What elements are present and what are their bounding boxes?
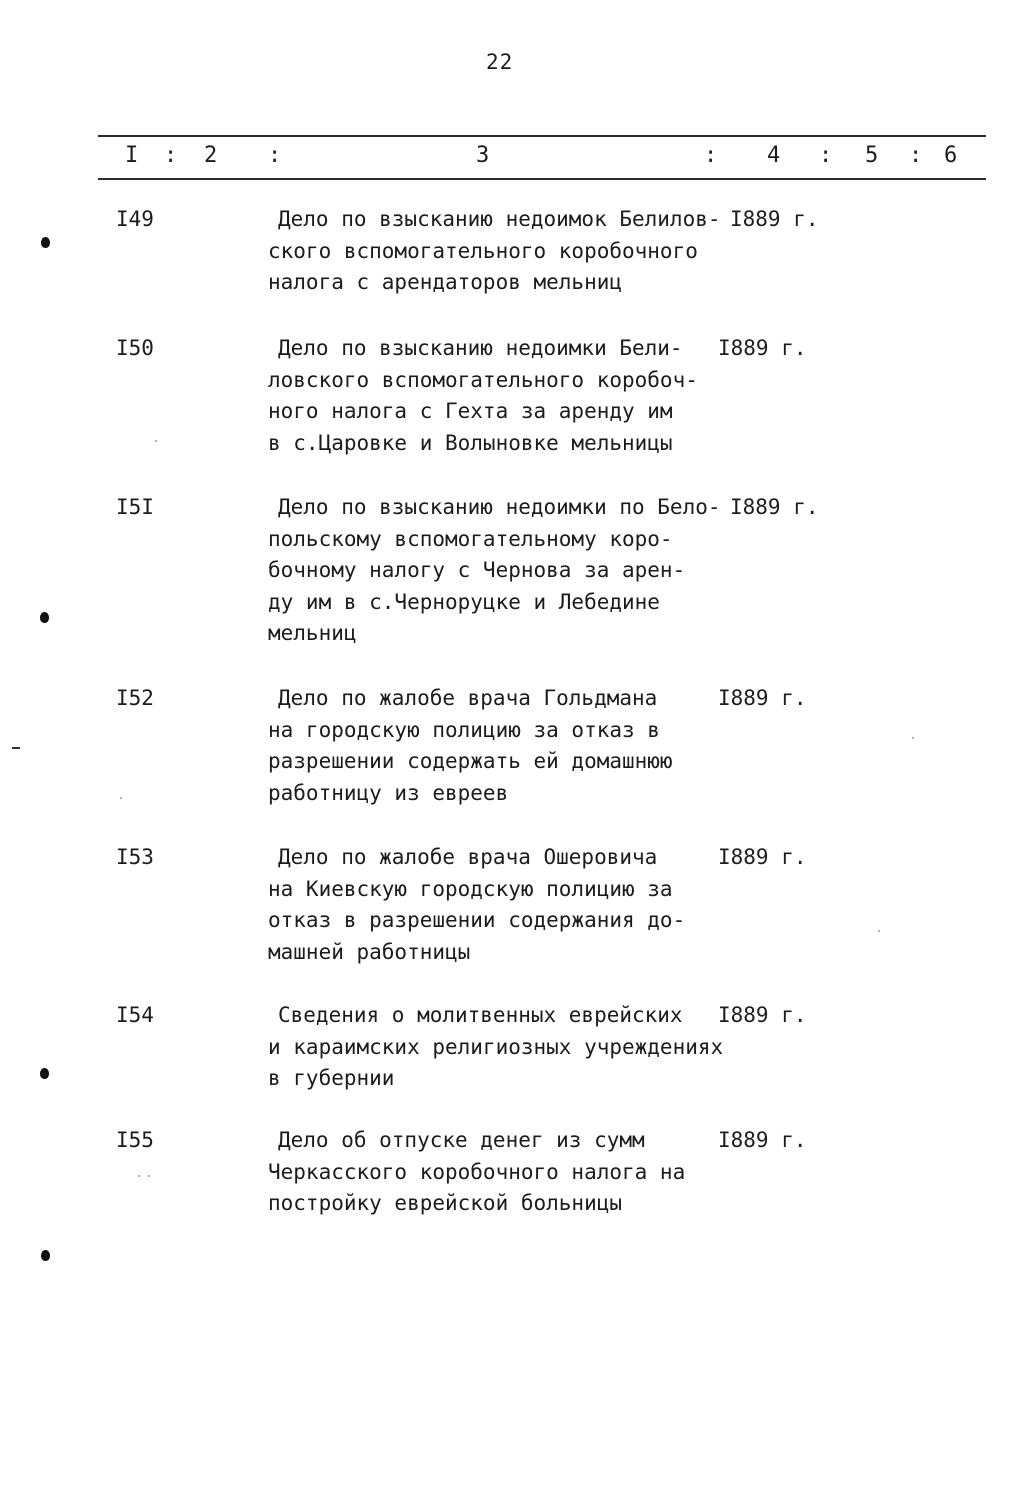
scan-speck bbox=[878, 930, 880, 932]
record-title-line: и караимских религиозных учреждениях bbox=[268, 1034, 724, 1059]
column-separator: : bbox=[909, 143, 923, 168]
record-title-line: разрешении содержать ей домашнюю bbox=[268, 749, 673, 773]
record-title-line: налога с арендаторов мельниц bbox=[268, 270, 623, 294]
record-date: I889 г. bbox=[718, 336, 807, 360]
record-title-line: в с.Царовке и Волыновке мельницы bbox=[268, 430, 673, 455]
record-title-line: Дело по жалобе врача Гольдмана bbox=[278, 686, 658, 710]
record-title-line: ского вспомогательного коробочного bbox=[268, 238, 698, 263]
column-header-2: 2 bbox=[204, 143, 218, 168]
record-title-line: Дело по взысканию недоимки Бели- bbox=[278, 336, 683, 360]
header-top-rule bbox=[98, 135, 986, 137]
record-date: I889 г. bbox=[718, 1128, 807, 1152]
record-title-line: польскому вспомогательному коро- bbox=[268, 526, 673, 551]
record-title-line: Дело по взысканию недоимки по Бело- bbox=[278, 495, 721, 519]
scan-speck bbox=[138, 1175, 140, 1177]
record-number: I49 bbox=[116, 207, 154, 231]
column-separator: : bbox=[164, 143, 178, 168]
scan-speck bbox=[148, 1175, 150, 1177]
record-title-line: Сведения о молитвенных еврейских bbox=[278, 1003, 683, 1027]
record-title bbox=[268, 333, 738, 459]
record-title bbox=[268, 492, 738, 650]
record-title-line: постройку еврейской больницы bbox=[268, 1191, 623, 1215]
column-header-6: 6 bbox=[944, 143, 958, 168]
record-title-line: ду им в с.Черноруцке и Лебедине bbox=[268, 589, 660, 614]
record-date: I889 г. bbox=[730, 207, 819, 231]
column-header-5: 5 bbox=[865, 143, 879, 168]
column-header-1: I bbox=[125, 143, 139, 168]
page-number: 22 bbox=[486, 50, 514, 74]
record-title-line: Дело по жалобе врача Ошеровича bbox=[278, 845, 658, 869]
record-title bbox=[268, 1000, 738, 1095]
record-number: I50 bbox=[116, 336, 154, 360]
record-title-line: ного налога с Гехта за аренду им bbox=[268, 399, 673, 423]
record-number: I53 bbox=[116, 845, 154, 869]
record-title-line: на городскую полицию за отказ в bbox=[268, 717, 660, 742]
scan-speck bbox=[155, 440, 157, 442]
record-number: I5I bbox=[116, 495, 154, 519]
scan-speck bbox=[912, 737, 914, 739]
binding-hole-mark bbox=[41, 1250, 50, 1261]
column-separator: : bbox=[819, 143, 833, 168]
column-separator: : bbox=[268, 143, 282, 168]
binding-hole-mark bbox=[40, 1068, 49, 1079]
record-number: I55 bbox=[116, 1128, 154, 1152]
record-title-line: Дело об отпуске денег из сумм bbox=[278, 1128, 645, 1152]
record-title-line: мельниц bbox=[268, 621, 357, 645]
binding-hole-mark bbox=[41, 237, 50, 248]
record-title-line: Дело по взысканию недоимок Белилов- bbox=[278, 207, 721, 231]
record-title bbox=[268, 1125, 738, 1220]
record-date: I889 г. bbox=[718, 845, 807, 869]
record-date: I889 г. bbox=[718, 1003, 807, 1027]
header-bottom-rule bbox=[98, 178, 986, 180]
column-header-4: 4 bbox=[767, 143, 781, 168]
record-title-line: Черкасского коробочного налога на bbox=[268, 1159, 686, 1184]
record-title-line: ловского вспомогательного коробоч- bbox=[268, 367, 698, 392]
record-number: I52 bbox=[116, 686, 154, 710]
record-title bbox=[268, 842, 738, 968]
record-title-line: в губернии bbox=[268, 1066, 395, 1090]
column-separator: : bbox=[704, 143, 718, 168]
record-title-line: бочному налогу с Чернова за арен- bbox=[268, 558, 686, 582]
record-title bbox=[268, 204, 738, 299]
record-title-line: на Киевскую городскую полицию за bbox=[268, 876, 673, 901]
record-date: I889 г. bbox=[718, 686, 807, 710]
scan-speck bbox=[120, 797, 122, 799]
record-title bbox=[268, 683, 738, 809]
record-date: I889 г. bbox=[730, 495, 819, 519]
record-title-line: работницу из евреев bbox=[268, 780, 509, 805]
record-number: I54 bbox=[116, 1003, 154, 1027]
record-title-line: отказ в разрешении содержания до- bbox=[268, 908, 686, 932]
binding-hole-mark bbox=[40, 612, 49, 623]
record-title-line: машней работницы bbox=[268, 939, 471, 964]
column-header-3: 3 bbox=[476, 143, 490, 168]
margin-mark bbox=[12, 747, 20, 749]
